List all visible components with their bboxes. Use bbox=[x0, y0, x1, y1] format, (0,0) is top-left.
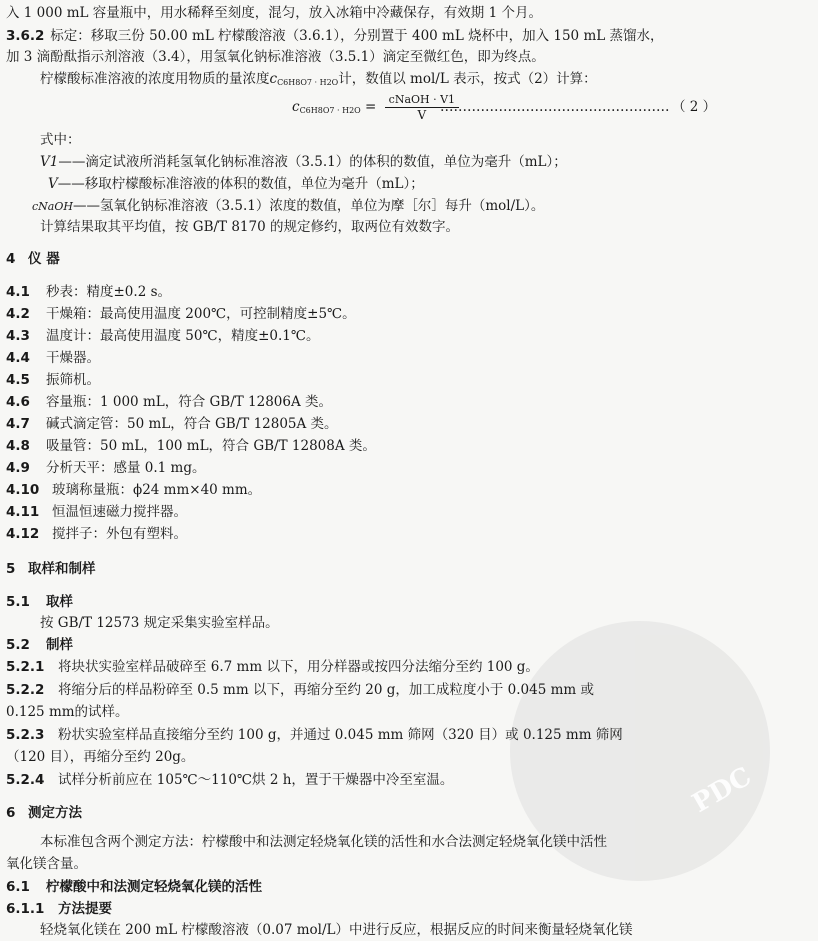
item-text: 振筛机。 bbox=[46, 372, 100, 388]
list-item bbox=[6, 415, 338, 433]
clause-number: 3.6.2 bbox=[6, 28, 45, 44]
clause-number: 5.2.1 bbox=[6, 659, 45, 675]
subsection-heading bbox=[6, 593, 73, 611]
where-label: 式中： bbox=[40, 132, 81, 148]
symbol: c bbox=[269, 71, 278, 87]
subsection-title: 柠檬酸中和法测定轻烧氧化镁的活性 bbox=[46, 879, 262, 895]
text-span: 计，数值以 mol/L 表示，按式（2）计算： bbox=[338, 71, 597, 87]
clause bbox=[6, 681, 594, 699]
section-title: 仪 器 bbox=[28, 251, 60, 267]
list-item bbox=[6, 481, 261, 499]
item-text: 吸量管：50 mL，100 mL，符合 GB/T 12808A 类。 bbox=[46, 438, 376, 454]
text-line: 本标准包含两个测定方法：柠檬酸中和法测定轻烧氧化镁的活性和水合法测定轻烧氧化镁中活性 bbox=[40, 834, 607, 850]
list-item bbox=[6, 459, 206, 477]
text-line: 按 GB/T 12573 规定采集实验室样品。 bbox=[40, 615, 279, 631]
section-number: 6 bbox=[6, 805, 16, 821]
formula-equals: = bbox=[365, 99, 377, 115]
watermark-text: PDC bbox=[687, 761, 757, 819]
clause-text: 将缩分后的样品粉碎至 0.5 mm 以下，再缩分至约 20 g，加工成粒度小于 0.045 mm 或 bbox=[58, 682, 594, 698]
symbol: cNaOH bbox=[32, 200, 73, 213]
list-item bbox=[6, 525, 187, 543]
subsection-title: 方法提要 bbox=[58, 901, 112, 917]
subsection-heading bbox=[6, 900, 112, 918]
clause-text: 标定：移取三份 50.00 mL 柠檬酸溶液（3.6.1），分别置于 400 mL 烧杯中，加入 150 mL 蒸馏水， bbox=[50, 28, 664, 44]
item-text: 玻璃称量瓶：ϕ24 mm×40 mm。 bbox=[52, 482, 262, 498]
item-text: 碱式滴定管：50 mL，符合 GB/T 12805A 类。 bbox=[46, 416, 338, 432]
subsection-title: 制样 bbox=[46, 637, 73, 653]
symbol: V bbox=[48, 176, 58, 192]
subsection-number: 6.1.1 bbox=[6, 901, 45, 917]
subsection-number: 5.1 bbox=[6, 594, 30, 610]
text-line bbox=[40, 70, 597, 92]
item-text: 恒温恒速磁力搅拌器。 bbox=[52, 504, 187, 520]
item-number: 4.12 bbox=[6, 526, 40, 542]
subsection-heading bbox=[6, 878, 262, 896]
watermark-seal bbox=[462, 573, 817, 928]
section-title: 测定方法 bbox=[28, 805, 82, 821]
item-number: 4.6 bbox=[6, 394, 30, 410]
text-line: 轻烧氧化镁在 200 mL 柠檬酸溶液（0.07 mol/L）中进行反应，根据反应的时间来衡量轻烧氧化镁 bbox=[40, 922, 633, 938]
item-text: 容量瓶：1 000 mL，符合 GB/T 12806A 类。 bbox=[46, 394, 333, 410]
item-number: 4.5 bbox=[6, 372, 30, 388]
section-5-heading bbox=[6, 560, 96, 578]
definition-v1 bbox=[40, 153, 567, 171]
formula-2 bbox=[292, 92, 463, 126]
clause-number: 5.2.3 bbox=[6, 727, 45, 743]
item-text: 温度计：最高使用温度 50℃，精度±0.1℃。 bbox=[46, 328, 320, 344]
definition-text: ——氢氧化钠标准溶液（3.5.1）浓度的数值，单位为摩［尔］每升（mol/L）。 bbox=[72, 198, 545, 214]
formula-denominator: V bbox=[417, 108, 427, 122]
section-4-heading bbox=[6, 250, 60, 268]
section-number: 5 bbox=[6, 561, 16, 577]
clause bbox=[6, 771, 453, 789]
item-number: 4.4 bbox=[6, 350, 30, 366]
subsection-heading bbox=[6, 636, 73, 654]
formula-numerator: cNaOH · V1 bbox=[385, 93, 459, 108]
list-item bbox=[6, 393, 332, 411]
formula-lhs: c bbox=[292, 99, 300, 115]
text-span: 柠檬酸标准溶液的浓度用物质的量浓度 bbox=[40, 71, 270, 87]
item-number: 4.7 bbox=[6, 416, 30, 432]
formula-lhs-sub: C6H8O7 · H2O bbox=[299, 106, 361, 115]
list-item bbox=[6, 283, 171, 301]
item-number: 4.1 bbox=[6, 284, 30, 300]
list-item bbox=[6, 349, 100, 367]
item-text: 干燥器。 bbox=[46, 350, 100, 366]
item-text: 分析天平：感量 0.1 mg。 bbox=[46, 460, 206, 476]
clause-number: 5.2.4 bbox=[6, 772, 45, 788]
text-line: 入 1 000 mL 容量瓶中，用水稀释至刻度，混匀，放入冰箱中冷藏保存，有效期 1 个月。 bbox=[6, 5, 542, 21]
list-item bbox=[6, 437, 376, 455]
symbol-subscript: C6H8O7 · H2O bbox=[277, 78, 339, 87]
symbol: V1 bbox=[40, 154, 59, 170]
formula-dots: …………………………………………… bbox=[440, 99, 670, 115]
text-line: 氧化镁含量。 bbox=[6, 856, 87, 872]
section-6-heading bbox=[6, 804, 82, 822]
list-item bbox=[6, 503, 187, 521]
clause-3-6-2 bbox=[6, 27, 664, 45]
clause bbox=[6, 726, 623, 744]
clause-text: 将块状实验室样品破碎至 6.7 mm 以下，用分样器或按四分法缩分至约 100 g。 bbox=[58, 659, 539, 675]
item-number: 4.9 bbox=[6, 460, 30, 476]
clause-text: 试样分析前应在 105℃～110℃烘 2 h，置于干燥器中冷至室温。 bbox=[58, 772, 454, 788]
section-number: 4 bbox=[6, 251, 16, 267]
definition-cnaoh bbox=[32, 197, 544, 216]
text-line: 加 3 滴酚酞指示剂溶液（3.4），用氢氧化钠标准溶液（3.5.1）滴定至微红色，即为终点。 bbox=[6, 49, 545, 65]
list-item bbox=[6, 327, 319, 345]
clause-number: 5.2.2 bbox=[6, 682, 45, 698]
item-number: 4.2 bbox=[6, 306, 30, 322]
item-number: 4.8 bbox=[6, 438, 30, 454]
clause bbox=[6, 658, 539, 676]
item-text: 搅拌子：外包有塑料。 bbox=[52, 526, 187, 542]
subsection-number: 6.1 bbox=[6, 879, 30, 895]
text-line: （120 目），再缩分至约 20g。 bbox=[6, 749, 195, 765]
subsection-title: 取样 bbox=[46, 594, 73, 610]
definition-text: ——移取柠檬酸标准溶液的体积的数值，单位为毫升（mL）； bbox=[57, 176, 424, 192]
definition-text: ——滴定试液所消耗氢氧化钠标准溶液（3.5.1）的体积的数值，单位为毫升（mL）； bbox=[58, 154, 567, 170]
definition-v bbox=[48, 175, 424, 193]
subsection-number: 5.2 bbox=[6, 637, 30, 653]
item-text: 干燥箱：最高使用温度 200℃，可控制精度±5℃。 bbox=[46, 306, 356, 322]
formula-number: （ 2 ） bbox=[672, 99, 717, 115]
section-title: 取样和制样 bbox=[28, 561, 96, 577]
item-text: 秒表：精度±0.2 s。 bbox=[46, 284, 172, 300]
text-line: 0.125 mm的试样。 bbox=[6, 704, 129, 720]
item-number: 4.3 bbox=[6, 328, 30, 344]
clause-text: 粉状实验室样品直接缩分至约 100 g，并通过 0.045 mm 筛网（320 目）或 0.125 mm 筛网 bbox=[58, 727, 623, 743]
list-item bbox=[6, 305, 356, 323]
list-item bbox=[6, 371, 100, 389]
item-number: 4.11 bbox=[6, 504, 40, 520]
text-line: 计算结果取其平均值，按 GB/T 8170 的规定修约，取两位有效数字。 bbox=[40, 219, 459, 235]
item-number: 4.10 bbox=[6, 482, 40, 498]
